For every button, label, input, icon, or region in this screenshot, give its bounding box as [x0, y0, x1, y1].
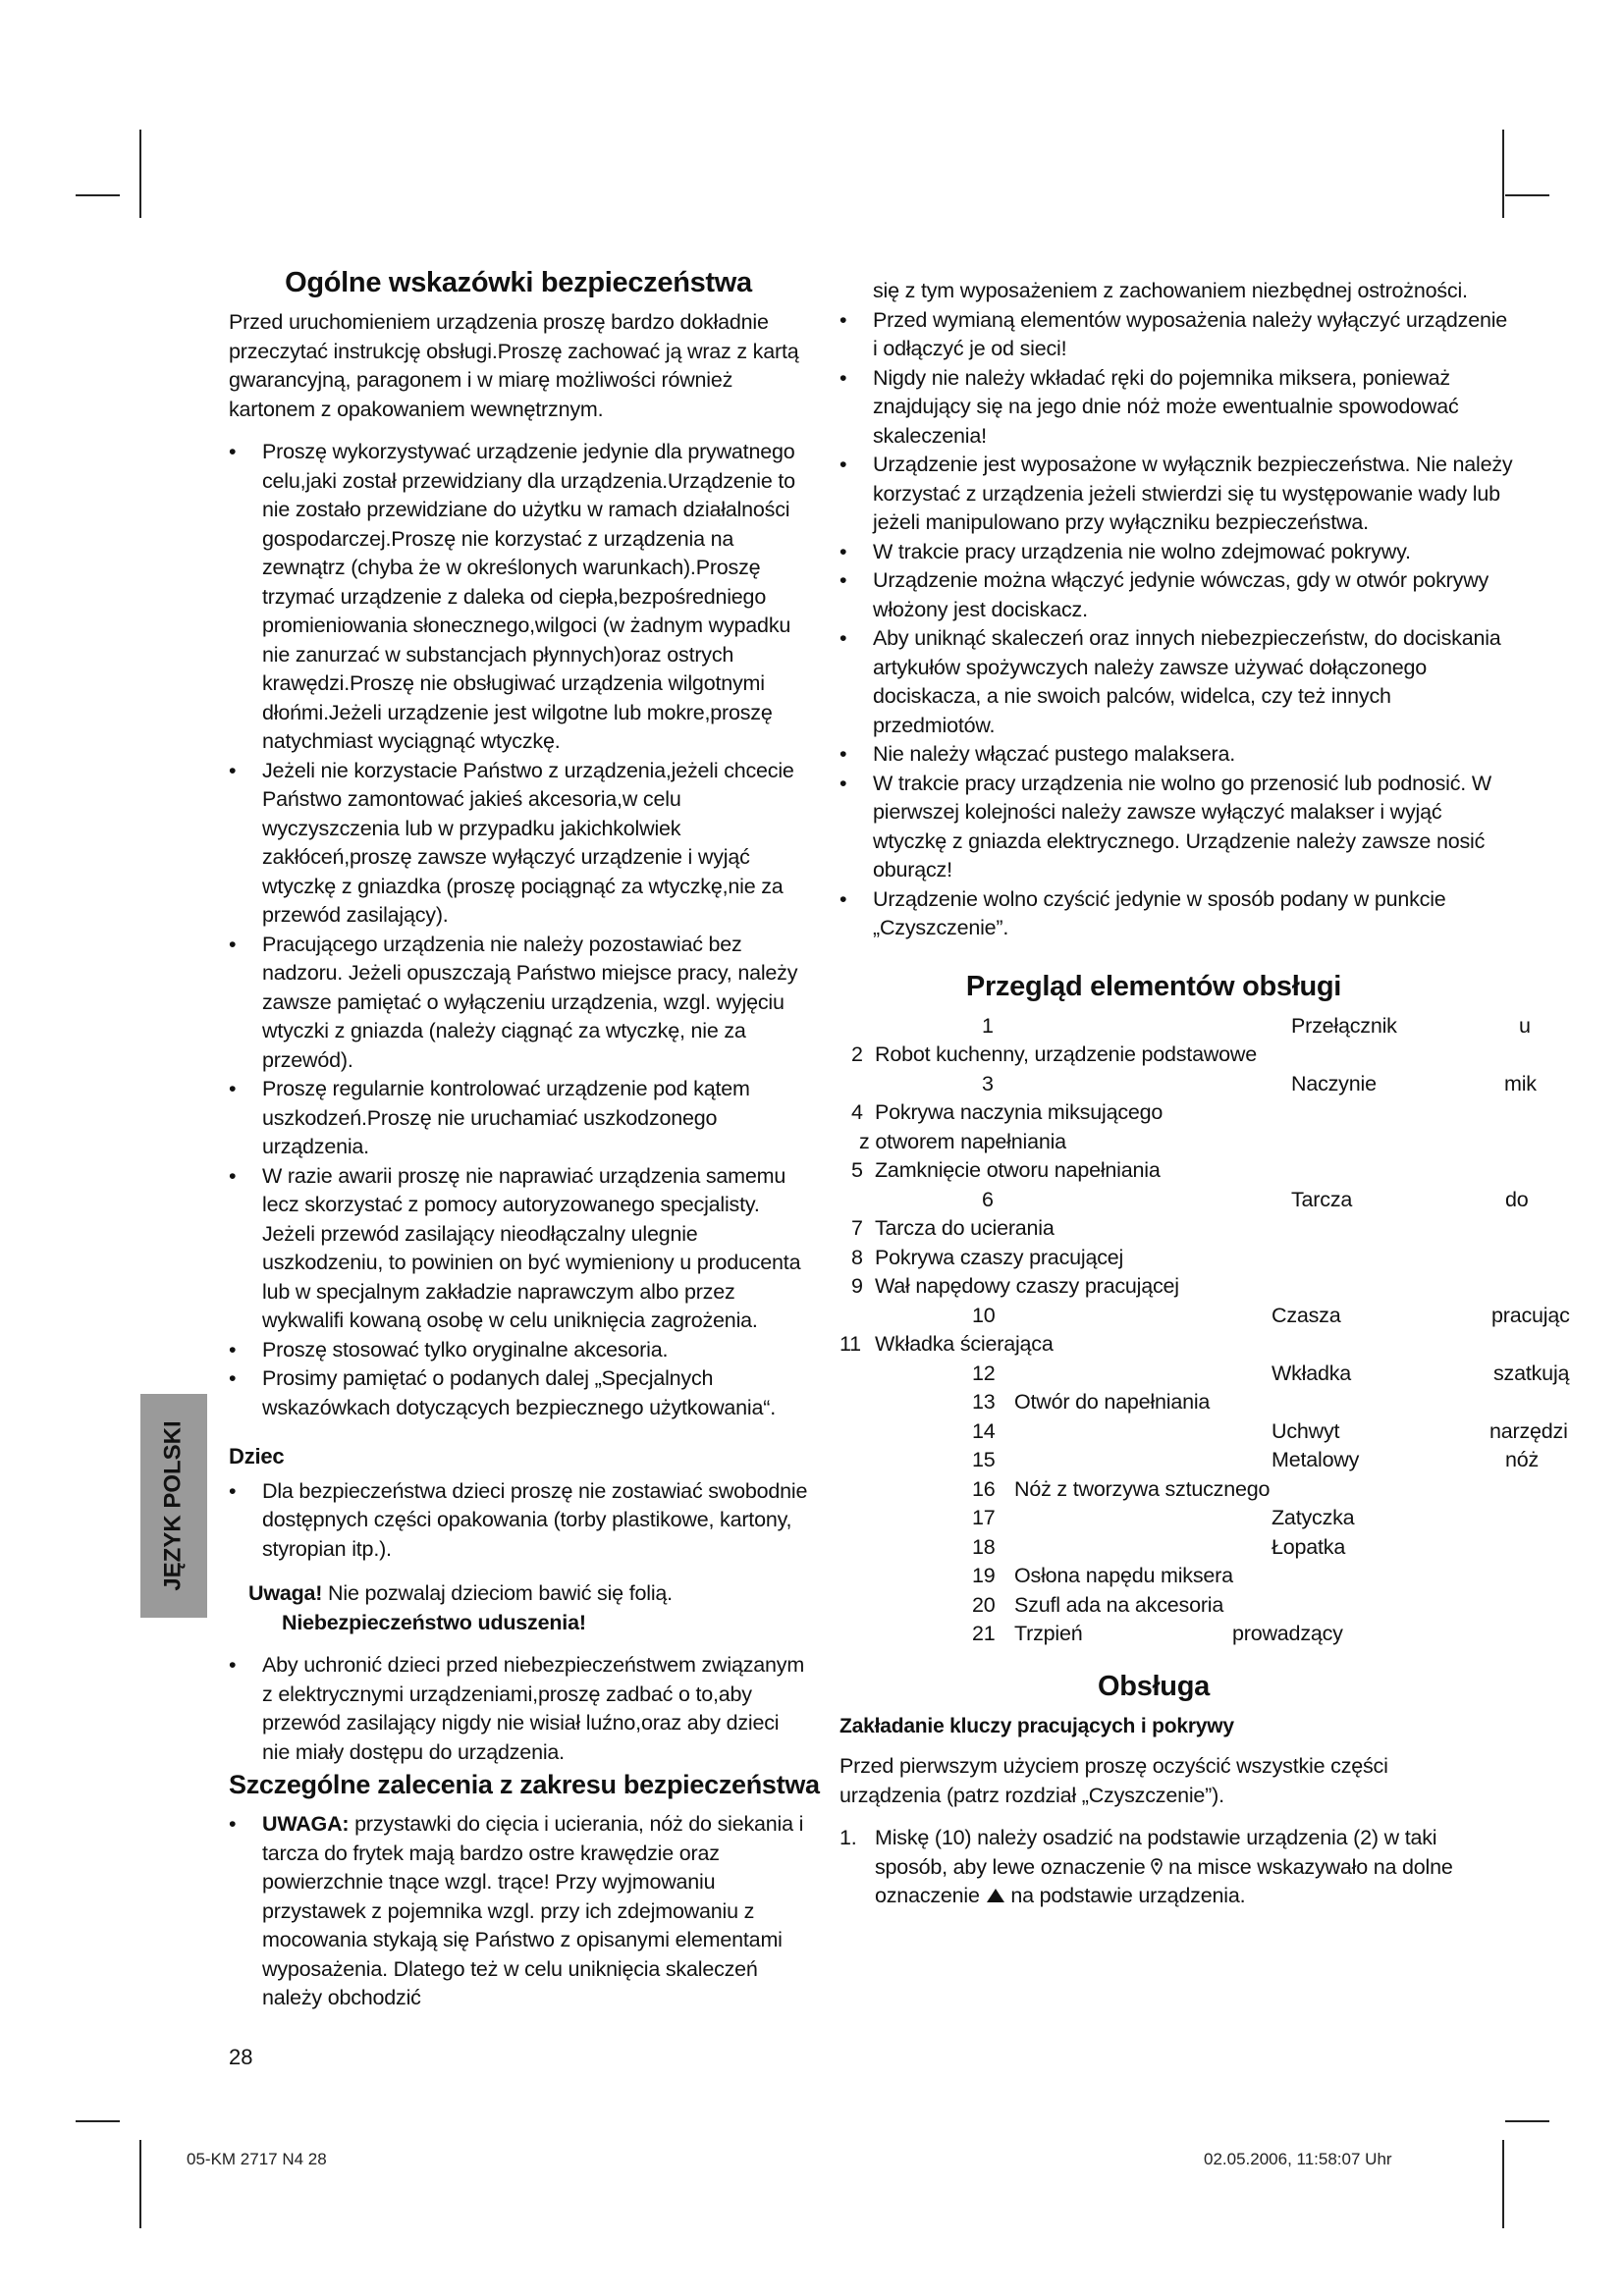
part-label: Szufl ada na akcesoria	[1014, 1592, 1224, 1617]
special-text: przystawki do cięcia i ucierania, nóż do siekania i tarcza do frytek mają bardzo ostre krawędzie oraz powierzchnie tnące wzgl. trące! Przy wyjmowaniu przystawek z pojemnika wzgl. przy ich zdejmowaniu z mocowania stykają się Państwo z opisanymi elementami wyposażenia. Dlatego też w celu uniknięcia skaleczeń należy obchodzić	[262, 1812, 804, 2009]
part-item	[839, 1302, 1586, 1331]
part-number: 20	[972, 1592, 996, 1617]
part-label: Tarcza	[1291, 1187, 1353, 1211]
part-number: 13	[972, 1390, 996, 1414]
list-item: • Urządzenie można włączyć jedynie wówczas, gdy w otwór pokrywy włożony jest dociskacz.	[839, 566, 1517, 624]
list-item: • W trakcie pracy urządzenia nie wolno go przenosić lub podnosić. W pierwszej kolejności należy zawsze wyłączyć malakser i wyjąć wtyczkę z gniazda elektrycznego. Urządzenie należy zawsze nosić oburącz!	[839, 770, 1517, 885]
language-label: JĘZYK POLSKI	[160, 1420, 187, 1591]
part-label-suffix: pracując	[1491, 1303, 1570, 1327]
part-item	[839, 1098, 1586, 1128]
part-label: Wkładka	[1272, 1361, 1352, 1385]
part-number: 19	[972, 1564, 996, 1587]
part-label: Pokrywa naczynia miksującego	[875, 1100, 1164, 1124]
part-item	[839, 1533, 1586, 1563]
left-column	[229, 265, 820, 2013]
part-number: 2	[851, 1042, 863, 1066]
list-item: • Przed wymianą elementów wyposażenia należy wyłączyć urządzenie i odłączyć je od sieci!	[839, 306, 1517, 364]
part-number: 15	[972, 1448, 996, 1471]
list-item: • Prosimy pamiętać o podanych dalej „Specjalnych wskazówkach dotyczących bezpiecznego użytkowania“.	[229, 1364, 808, 1422]
step-number: 1.	[839, 1826, 857, 1849]
crop-mark-bottom-left-h	[76, 2120, 120, 2122]
list-item: • Proszę wykorzystywać urządzenie jedynie dla prywatnego celu,jaki został przewidziany dla urządzenia.Urządzenie to nie zostało przewidziane do użytku w ramach działalności gospodarczej.Proszę nie korzystać z urządzenia na zewnątrz (chyba że w określonych warunkach).Proszę trzymać urządzenie z daleka od ciepła,bezpośredniego promieniowania słonecznego,wilgoci (w żadnym wypadku nie zanurzać w substancjach płynnych)oraz ostrych krawędzi.Proszę nie obsługiwać urządzenia wilgotnymi dłońmi.Jeżeli urządzenie jest wilgotne lub mokre,proszę natychmiast wyciągnąć wtyczkę.	[229, 438, 808, 757]
part-label-suffix: do	[1505, 1187, 1529, 1211]
part-label: Tarcza do ucierania	[875, 1216, 1055, 1240]
part-item	[839, 1214, 1586, 1244]
part-item	[839, 1446, 1586, 1475]
step-1	[839, 1824, 1484, 1911]
part-label: Otwór do napełniania	[1014, 1390, 1211, 1414]
part-label: Łopatka	[1272, 1534, 1346, 1559]
language-side-tab	[140, 1394, 207, 1618]
part-label: Pokrywa czaszy pracującej	[875, 1245, 1124, 1269]
part-item	[839, 1620, 1586, 1649]
part-label: Uchwyt	[1272, 1418, 1340, 1443]
part-label: Wkładka ścierająca	[875, 1332, 1054, 1356]
children-title: Dziec	[229, 1444, 285, 1468]
list-item: • Aby uchronić dzieci przed niebezpieczeństwem związanym z elektrycznymi urządzeniami,proszę zadbać o to,aby przewód zasilający nigdy nie wisiał luźno,oraz aby dzieci nie miały dostępu do urządzenia.	[229, 1651, 808, 1767]
part-number: 16	[972, 1476, 996, 1501]
list-item: • Proszę stosować tylko oryginalne akcesoria.	[229, 1336, 808, 1365]
marker-icon	[1151, 1858, 1163, 1876]
part-label: Czasza	[1272, 1303, 1341, 1327]
part-number: 17	[972, 1506, 996, 1529]
part-label: Zatyczka	[1272, 1506, 1355, 1529]
children-list	[229, 1477, 808, 1565]
general-safety-intro: Przed uruchomieniem urządzenia proszę bardzo dokładnie przeczytać instrukcję obsługi.Proszę zachować ją wraz z kartą gwarancyjną, paragonem i w miarę możliwości również kartonem z opakowaniem wewnętrznym.	[229, 310, 799, 421]
warning-lead: Uwaga!	[248, 1581, 323, 1605]
part-label: Przełącznik	[1291, 1013, 1397, 1038]
list-item: • W razie awarii proszę nie naprawiać urządzenia samemu lecz skorzystać z pomocy autoryzowanego specjalisty. Jeżeli przewód zasilający nieodłączalny ulegnie uszkodzeniu, to powinien on być wymieniony u producenta lub w specjalnym zakładzie naprawczym albo przez wykwalifi kowaną osobę w celu uniknięcia zagrożenia.	[229, 1162, 808, 1336]
part-item	[839, 1388, 1586, 1417]
part-label: Nóż z tworzywa sztucznego	[1014, 1476, 1271, 1501]
part-label-suffix: prowadzący	[1232, 1622, 1343, 1645]
part-number: 7	[851, 1216, 863, 1240]
step-text-c: na podstawie urządzenia.	[1004, 1884, 1246, 1907]
special-safety-title: Szczególne zalecenia z zakresu bezpieczeństwa	[229, 1770, 820, 1799]
part-number: 18	[972, 1534, 996, 1559]
crop-mark-top-left-h	[76, 194, 120, 196]
overview-title: Przegląd elementów obsługi	[965, 970, 1342, 1002]
parts-list	[839, 1012, 1586, 1649]
special-safety-list-cont	[839, 306, 1517, 943]
footer-right: 02.05.2006, 11:58:07 Uhr	[1204, 2150, 1392, 2168]
list-item: • Nie należy włączać pustego malaksera.	[839, 740, 1517, 770]
part-label: Wał napędowy czaszy pracującej	[875, 1274, 1179, 1298]
list-item: • W trakcie pracy urządzenia nie wolno zdejmować pokrywy.	[839, 538, 1517, 567]
part-item	[839, 1475, 1586, 1505]
special-lead: UWAGA:	[262, 1812, 350, 1836]
part-label-suffix: u	[1519, 1013, 1531, 1038]
part-item	[839, 1591, 1586, 1621]
general-safety-list	[229, 438, 808, 1422]
part-number: 11	[839, 1332, 861, 1356]
part-number: 3	[982, 1071, 994, 1095]
part-item	[839, 1041, 1586, 1070]
part-item	[839, 1156, 1586, 1186]
step-text-a: Miskę (10) należy osadzić na podstawie urządzenia (2) w taki sposób, aby lewe oznaczenie	[875, 1826, 1437, 1879]
part-item	[839, 1128, 1586, 1157]
page-number: 28	[229, 2045, 253, 2069]
triangle-up-icon	[986, 1888, 1005, 1903]
part-label: Metalowy	[1272, 1448, 1360, 1471]
part-item	[839, 1272, 1586, 1302]
part-label: Trzpień	[1014, 1622, 1083, 1645]
warning-strong: Niebezpieczeństwo uduszenia!	[282, 1610, 586, 1634]
part-number: 5	[851, 1158, 863, 1182]
part-item	[839, 1360, 1586, 1389]
crop-mark-top-left-v	[139, 130, 141, 218]
part-number: 9	[851, 1274, 863, 1298]
part-label: Osłona napędu miksera	[1014, 1564, 1233, 1587]
footer-left: 05-KM 2717 N4 28	[187, 2150, 327, 2168]
step-text-b: na misce wskazywało na dolne oznaczenie	[875, 1854, 1453, 1907]
general-safety-title: Ogólne wskazówki bezpieczeństwa	[285, 267, 752, 298]
list-item: • Dla bezpieczeństwa dzieci proszę nie zostawiać swobodnie dostępnych części opakowania (torby plastikowe, kartony, styropian itp.).	[229, 1477, 808, 1565]
right-column	[839, 277, 1586, 1911]
part-number: 1	[982, 1013, 994, 1038]
usage-subtitle: Zakładanie kluczy pracujących i pokrywy	[839, 1714, 1234, 1737]
crop-mark-bottom-right-v	[1502, 2140, 1504, 2228]
crop-mark-bottom-left-v	[139, 2140, 141, 2228]
part-label-suffix: szatkują	[1493, 1361, 1570, 1385]
warning-text: Nie pozwalaj dzieciom bawić się folią.	[322, 1581, 673, 1605]
part-label-suffix: narzędzi	[1489, 1418, 1568, 1443]
crop-mark-bottom-right-h	[1505, 2120, 1549, 2122]
list-item: • Jeżeli nie korzystacie Państwo z urządzenia,jeżeli chcecie Państwo zamontować jakieś akcesoria,w celu wyczyszczenia lub w przypadku jakichkolwiek zakłóceń,proszę zawsze wyłączyć urządzenie i wyjąć wtyczkę z gniazdka (proszę pociągnąć za wtyczkę,nie za przewód zasilający).	[229, 757, 808, 931]
part-number: 10	[972, 1303, 996, 1327]
part-item	[839, 1417, 1586, 1447]
continued-text: się z tym wyposażeniem z zachowaniem niezbędnej ostrożności.	[873, 279, 1468, 302]
part-label: Zamknięcie otworu napełniania	[875, 1158, 1161, 1182]
list-item	[229, 1810, 808, 2013]
part-label-suffix: nóż	[1505, 1448, 1540, 1471]
part-number: 8	[851, 1245, 863, 1269]
part-item	[839, 1012, 1586, 1041]
part-label: z otworem napełniania	[859, 1129, 1066, 1153]
children-list-2	[229, 1651, 808, 1767]
part-number: 6	[982, 1187, 994, 1211]
usage-intro: Przed pierwszym użyciem proszę oczyścić wszystkie części urządzenia (patrz rozdział „Czyszczenie”).	[839, 1754, 1388, 1807]
part-label: Naczynie	[1291, 1071, 1377, 1095]
list-item: • Pracującego urządzenia nie należy pozostawiać bez nadzoru. Jeżeli opuszczają Państwo miejsce pracy, należy zawsze pamiętać o wyłączeniu urządzenia, wzgl. wyjęciu wtyczki z gniazda (należy ciągnąć za wtyczkę, nie za przewód).	[229, 931, 808, 1076]
crop-mark-top-right-h	[1505, 194, 1549, 196]
list-item: • Urządzenie wolno czyścić jedynie w sposób podany w punkcie „Czyszczenie”.	[839, 885, 1517, 943]
part-label-suffix: mik	[1504, 1071, 1537, 1095]
list-item: • Urządzenie jest wyposażone w wyłącznik bezpieczeństwa. Nie należy korzystać z urządzenia jeżeli stwierdzi się tu występowanie wady lub jeżeli manipulowano przy wyłączniku bezpieczeństwa.	[839, 451, 1517, 538]
part-number: 12	[972, 1361, 996, 1385]
part-label: Robot kuchenny, urządzenie podstawowe	[875, 1042, 1258, 1066]
part-number: 21	[972, 1622, 996, 1645]
usage-title: Obsługa	[1098, 1670, 1210, 1702]
part-number: 14	[972, 1418, 996, 1443]
list-item: • Aby uniknąć skaleczeń oraz innych niebezpieczeństw, do dociskania artykułów spożywczych należy zawsze używać dołączonego dociskacza, a nie swoich palców, widelca, czy też innych przedmiotów.	[839, 624, 1517, 740]
part-number: 4	[851, 1100, 863, 1124]
part-item	[839, 1562, 1586, 1591]
warning-note	[248, 1579, 808, 1637]
part-item	[839, 1504, 1586, 1533]
crop-mark-top-right-v	[1502, 130, 1504, 218]
part-item	[839, 1330, 1586, 1360]
part-item	[839, 1070, 1586, 1099]
special-safety-list	[229, 1810, 808, 2013]
part-item	[839, 1186, 1586, 1215]
part-item	[839, 1244, 1586, 1273]
list-item: • Proszę regularnie kontrolować urządzenie pod kątem uszkodzeń.Proszę nie uruchamiać uszkodzonego urządzenia.	[229, 1075, 808, 1162]
list-item: • Nigdy nie należy wkładać ręki do pojemnika miksera, ponieważ znajdujący się na jego dnie nóż może ewentualnie spowodować skaleczenia!	[839, 364, 1517, 452]
